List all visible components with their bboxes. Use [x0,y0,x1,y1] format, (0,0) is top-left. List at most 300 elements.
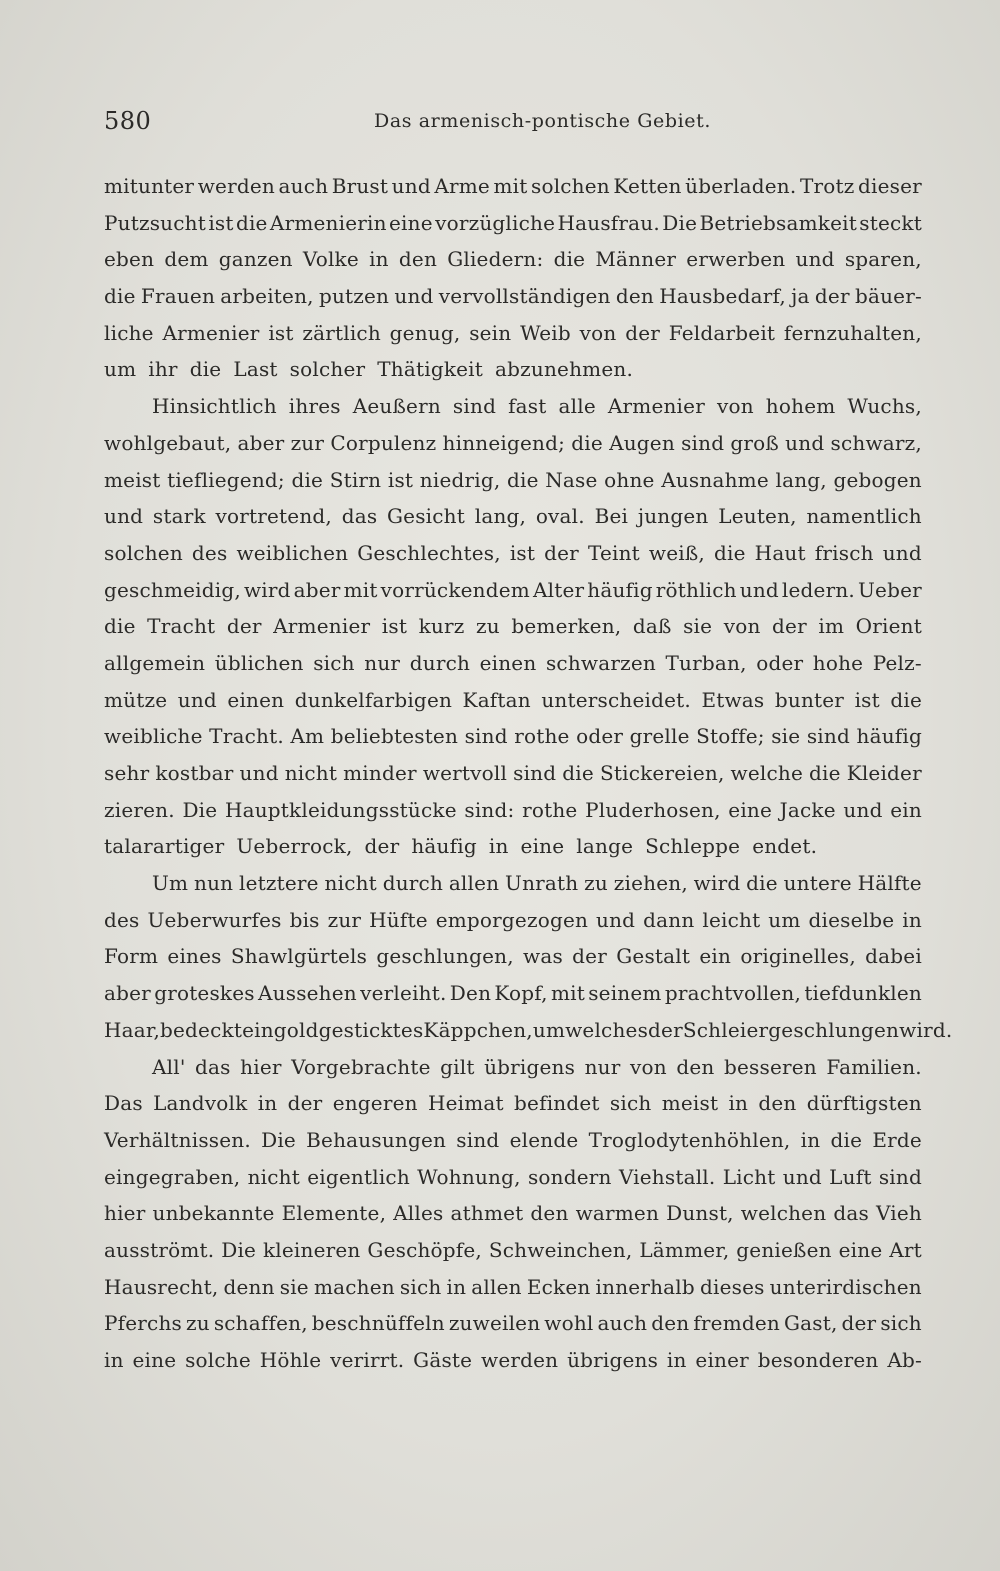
word: des [191,540,228,565]
word: welche [730,761,804,785]
word: und [394,284,434,309]
word: Frauen [140,284,216,309]
word: den [398,247,438,272]
word: von [579,320,617,345]
word: Ueber [858,577,922,602]
text-line [104,828,922,865]
word: innerhalb [595,1274,695,1299]
word: letztere [239,871,319,896]
text-line [104,278,922,315]
word: dunkelfarbigen [294,687,453,712]
word: eine [132,1348,177,1372]
word: der [625,320,661,345]
word: Kopf, [494,981,548,1006]
text-line [104,535,922,572]
word: Hauptkleidungsstücke [224,797,457,822]
word: verleiht. [360,981,447,1006]
word: vorrückendem [380,577,530,602]
word: hohem [765,394,836,419]
word: Arme [434,174,490,198]
word: Ab- [887,1348,922,1372]
word: werden [481,1348,559,1372]
word: sind: [464,797,515,822]
word: tiefdunklen [804,981,922,1006]
word: um [104,357,137,382]
word: jungen [637,504,709,529]
page-number: 580 [104,107,152,135]
text-line [104,315,922,352]
word: in [257,1091,278,1116]
word: Pelz- [872,650,922,675]
word: denn [223,1274,275,1299]
word: ausströmt. [104,1237,215,1262]
word: prachtvollen, [664,981,802,1006]
word: häufig [411,834,477,859]
word: Armenier [162,320,260,345]
word: gilt [440,1054,475,1079]
word: leicht [702,907,761,932]
word: sparen, [844,247,922,272]
word: um [768,907,801,932]
word: mütze [104,687,168,712]
word: überladen. [685,174,797,198]
word: durch [382,871,444,896]
word: Gestalt [616,944,691,969]
text-line [104,902,922,939]
word: athmet [450,1201,524,1226]
word: die [104,614,136,639]
text-line [104,1269,922,1306]
word: den [615,284,654,309]
word: Weib [520,320,571,345]
word: der [364,834,400,859]
word: sie [771,724,801,749]
word: Armenier [273,614,371,639]
word: geschlungen, [376,944,514,969]
word: der [648,1017,683,1042]
word: Erde [872,1127,922,1152]
word: besseren [723,1054,817,1079]
word: die [189,357,222,382]
running-title: Das armenisch-pontische Gebiet. [374,110,712,132]
word: sie [683,614,713,639]
word: nicht [284,761,338,785]
text-line [104,608,922,645]
word: ein [242,1017,274,1042]
word: mit [343,577,378,602]
word: Viehstall. [618,1164,716,1189]
word: dann [643,907,695,932]
word: welchen [740,1201,827,1226]
word: röthlich [655,577,737,602]
word: und [785,430,825,455]
word: Geschlechtes, [357,540,501,565]
word: auch [278,174,329,198]
word: allgemein [104,650,206,675]
word: das [341,504,378,529]
word: Hüfte [369,907,428,932]
word: der [287,1091,323,1116]
text-line [104,1085,922,1122]
word: sind [513,761,557,785]
word: unterscheidet. [541,687,691,712]
text-line [104,718,922,755]
word: das [195,1054,231,1079]
word: oval. [535,504,585,529]
text-line [104,792,922,829]
word: Den [449,981,492,1006]
word: ja [791,284,810,309]
word: Das [104,1091,143,1116]
page-header [104,104,904,138]
word: beschnüffeln [311,1311,445,1336]
word: Aeußern [352,394,441,419]
word: Pluderhosen, [585,797,721,822]
word: sein [469,320,512,345]
word: die [830,1127,863,1152]
word: die [291,467,324,492]
word: Ketten [613,174,682,198]
word: Betriebsamkeit [699,210,857,235]
word: Behausungen [306,1127,447,1152]
word: allen [448,871,500,896]
word: genießen [736,1237,832,1262]
word: Unrath [505,871,579,896]
word: wird. [899,1017,953,1042]
word: befindet [514,1091,600,1116]
text-line [104,351,922,388]
word: Die [221,1237,257,1262]
word: dabei [865,944,922,969]
word: tiefliegend; [167,467,285,492]
word: die [235,210,268,235]
word: die [562,761,594,785]
text-line [104,241,922,278]
word: schwarzen [545,650,656,675]
word: übrigens [484,1054,576,1079]
word: die [571,430,603,455]
word: den [651,1311,690,1336]
word: eine [520,834,565,859]
word: eben [104,247,155,272]
word: welches [565,1017,649,1042]
word: allen [471,1274,522,1299]
word: Gesicht [387,504,465,529]
word: sind [464,724,508,749]
word: ist [509,540,536,565]
word: namentlich [806,504,922,529]
word: eigentlich [307,1164,410,1189]
word: geschlungen [768,1017,900,1042]
word: dieselbe [808,907,895,932]
word: warmen [575,1201,660,1226]
word: Corpulenz [330,430,437,455]
word: vortretend, [215,504,332,529]
word: Die [662,210,698,235]
word: den [676,1054,715,1079]
word: Luft [829,1164,872,1189]
word: und [739,577,779,602]
word: hohe [812,650,864,675]
word: groteskes [154,981,255,1006]
word: sich [609,1091,652,1116]
word: Stoffe; [696,724,765,749]
word: Volke [302,247,359,272]
word: das [833,1201,869,1226]
word: Schweinchen, [488,1237,633,1262]
word: Ueberrock, [236,834,353,859]
word: und [782,1164,822,1189]
word: ein [890,797,922,822]
word: der [772,614,807,639]
word: Hälfte [857,871,922,896]
word: aber [237,430,285,455]
word: Art [889,1237,922,1262]
word: Geschöpfe, [367,1237,482,1262]
word: und [239,761,279,785]
word: nun [194,871,234,896]
text-line [104,498,922,535]
word: einen [227,687,285,712]
word: niedrig, [419,467,501,492]
word: weibliche [104,724,203,749]
word: Brust [331,174,389,198]
word: frisch [814,540,874,565]
word: auch [597,1311,648,1336]
text-line [104,975,922,1012]
word: Höhle [259,1348,322,1372]
word: erwerben [686,247,786,272]
word: ist [208,210,234,235]
word: Putzsucht [104,210,206,235]
word: die [104,284,136,309]
text-line [104,388,922,425]
word: ziehen, [613,871,688,896]
word: nur [364,650,401,675]
word: der [814,284,850,309]
word: und [882,540,922,565]
word: kleineren [262,1237,361,1262]
word: ist [381,614,408,639]
word: fremden [693,1311,780,1336]
word: dürftigsten [806,1091,922,1116]
word: endet. [752,834,818,859]
word: verirrt. [330,1348,405,1372]
word: stark [152,504,206,529]
word: Armenierin [269,210,387,235]
word: sehr [104,761,150,785]
word: Jacke [779,797,836,822]
word: häufig [856,724,922,749]
word: eine [389,210,433,235]
word: von [716,394,754,419]
word: übrigens [567,1348,659,1372]
word: nicht [247,1164,300,1189]
word: sind [878,1164,922,1189]
word: Dunst, [666,1201,734,1226]
word: der [544,540,579,565]
word: goldgesticktes [273,1017,424,1042]
text-line [104,682,922,719]
word: und [391,174,431,198]
word: in [369,247,389,272]
word: Ecken [526,1274,591,1299]
word: solchen [104,540,183,565]
word: Kleider [846,761,922,785]
word: Die [182,797,218,822]
word: daß [632,614,672,639]
word: wohlgebaut, [104,430,232,455]
text-line [104,938,922,975]
text-line [104,462,922,499]
word: elende [509,1127,579,1152]
word: des [104,907,140,932]
word: in [800,1127,821,1152]
word: Haar, [104,1017,161,1042]
word: in [902,907,922,932]
text-line [104,1049,922,1086]
word: von [723,614,761,639]
word: grelle [629,724,690,749]
word: Orient [855,614,922,639]
word: ist [268,320,294,345]
word: beliebtesten [330,724,459,749]
word: zu [584,871,608,896]
word: sind [452,394,497,419]
word: zur [327,907,362,932]
word: bis [289,907,320,932]
word: zu [186,1311,210,1336]
word: minder [343,761,417,785]
text-line [104,168,922,205]
word: und [104,504,144,529]
word: Hinsichtlich [152,394,277,419]
word: Teint [587,540,640,565]
word: fast [508,394,547,419]
word: Lämmer, [639,1237,730,1262]
word: meist [661,1091,719,1116]
word: solcher [289,357,366,382]
word: fernzuhalten, [783,320,922,345]
word: unterirdischen [769,1274,922,1299]
word: und [596,907,636,932]
word: Augen [609,430,675,455]
word: wertvoll [422,761,508,785]
word: aber [104,981,151,1006]
word: alle [558,394,596,419]
word: schaffen, [213,1311,308,1336]
text-line [104,205,922,242]
word: sich [880,1311,922,1336]
word: im [818,614,845,639]
word: liche [104,320,154,345]
word: den [758,1091,797,1116]
word: Bei [594,504,629,529]
word: untere [783,871,852,896]
text-line [104,865,922,902]
word: Nase [545,467,598,492]
word: besonderen [757,1348,879,1372]
text-line [104,1305,922,1342]
word: Alles [393,1201,444,1226]
word: Schleier [682,1017,769,1042]
word: ein [699,944,732,969]
word: Haut [754,540,806,565]
word: lang, [775,467,827,492]
word: Gliedern: [447,247,544,272]
word: zärtlich [302,320,381,345]
word: nicht [324,871,377,896]
text-line [104,1232,922,1269]
word: Verhältnissen. [104,1127,251,1152]
word: Wohnung, [417,1164,521,1189]
word: üblichen [214,650,304,675]
word: dem [164,247,209,272]
word: die [714,540,746,565]
word: Form [104,944,159,969]
word: Gäste [413,1348,473,1372]
word: um [532,1017,566,1042]
word: hinneigend; [442,430,566,455]
word: in [488,834,509,859]
word: arbeiten, [220,284,314,309]
word: Tracht. [209,724,284,749]
word: Pferchs [104,1311,183,1336]
word: und [177,687,217,712]
word: mitunter [104,174,195,198]
word: die [507,467,539,492]
word: ist [387,467,414,492]
word: sind [681,430,725,455]
word: Troglodytenhöhlen, [588,1127,791,1152]
word: eine [728,797,773,822]
word: wird [243,577,291,602]
word: ihr [148,357,178,382]
word: Wuchs, [847,394,922,419]
word: solche [185,1348,251,1372]
word: Um [152,871,189,896]
word: vervollständigen [438,284,611,309]
word: Ueberwurfes [147,907,282,932]
word: von [630,1054,667,1079]
word: kostbar [155,761,234,785]
word: lang, [474,504,527,529]
body-text [104,168,953,1379]
word: der [841,1311,877,1336]
text-line [104,1012,953,1049]
word: Alter [532,577,585,602]
word: lange [576,834,634,859]
text-line [104,1122,922,1159]
word: einer [695,1348,749,1372]
word: die [553,247,586,272]
word: den [530,1201,569,1226]
word: Tracht [147,614,216,639]
text-line [104,572,922,609]
word: weiblichen [236,540,349,565]
word: zur [290,430,325,455]
word: rothe [522,797,578,822]
word: aber [293,577,341,602]
word: Armenier [607,394,705,419]
word: Turban, [665,650,747,675]
word: werden [197,174,275,198]
word: vorzügliche [435,210,556,235]
word: mit [550,981,585,1006]
word: dieses [699,1274,765,1299]
word: Familien. [826,1054,922,1079]
word: solchen [530,174,610,198]
